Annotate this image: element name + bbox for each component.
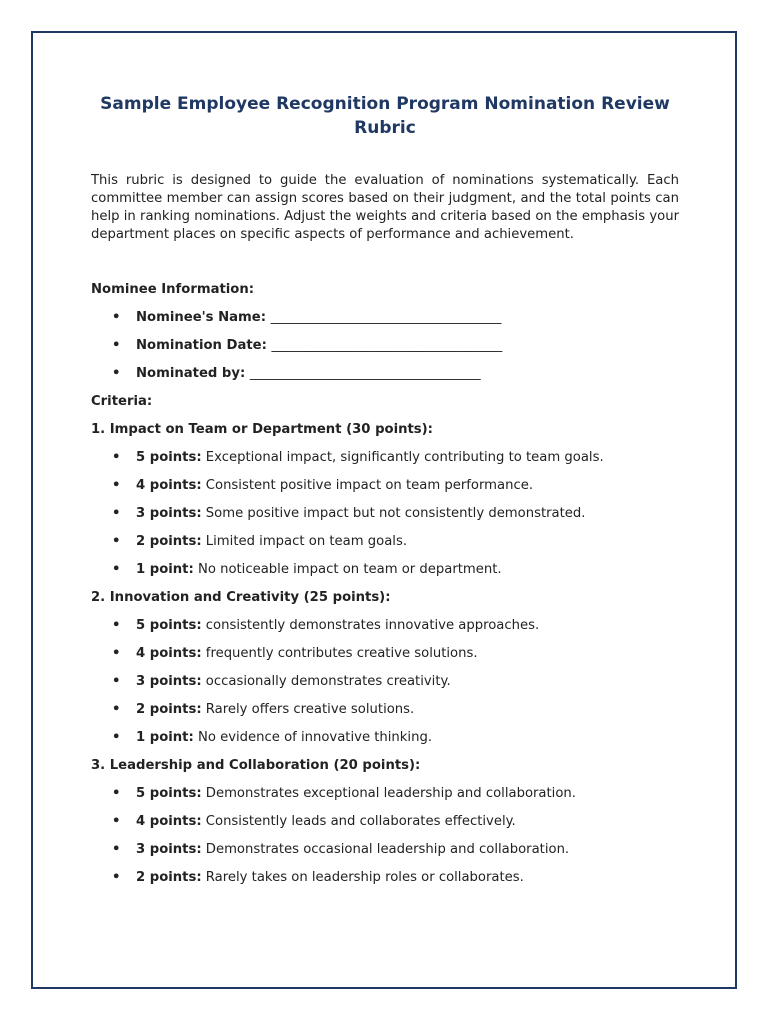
field-label: Nominee's Name: bbox=[136, 310, 271, 325]
bullet-glyph: • bbox=[112, 310, 121, 325]
bullet-glyph: • bbox=[112, 338, 121, 353]
bullet-glyph: • bbox=[112, 730, 121, 745]
level-description: Demonstrates exceptional leadership and collaboration. bbox=[201, 786, 576, 801]
fill-in-line: ___________________________________ bbox=[271, 338, 503, 353]
bullet-glyph: • bbox=[112, 814, 121, 829]
list-item bbox=[91, 505, 679, 533]
bullet-glyph: • bbox=[112, 618, 121, 633]
list-item bbox=[91, 729, 679, 757]
level-description: No evidence of innovative thinking. bbox=[193, 730, 433, 745]
criterion-heading-impact: 1. Impact on Team or Department (30 points): bbox=[91, 422, 433, 437]
points-label: 5 points: bbox=[136, 618, 202, 633]
list-item bbox=[91, 477, 679, 505]
level-description: Consistently leads and collaborates effectively. bbox=[201, 814, 516, 829]
points-label: 5 points: bbox=[136, 450, 202, 465]
field-label: Nomination Date: bbox=[136, 338, 272, 353]
list-item bbox=[91, 561, 679, 589]
bullet-glyph: • bbox=[112, 450, 121, 465]
document-title: Sample Employee Recognition Program Nomination Review Rubric bbox=[100, 94, 670, 138]
bullet-glyph: • bbox=[112, 870, 121, 885]
level-description: Demonstrates occasional leadership and collaboration. bbox=[201, 842, 570, 857]
bullet-glyph: • bbox=[112, 506, 121, 521]
fill-in-line: ___________________________________ bbox=[249, 366, 481, 381]
nominee-name-field bbox=[91, 309, 679, 337]
level-description: consistently demonstrates innovative approaches. bbox=[201, 618, 540, 633]
bullet-glyph: • bbox=[112, 534, 121, 549]
list-item bbox=[91, 813, 679, 841]
list-item bbox=[91, 673, 679, 701]
criterion-levels-innovation bbox=[91, 617, 679, 757]
level-description: Exceptional impact, significantly contributing to team goals. bbox=[201, 450, 604, 465]
list-item bbox=[91, 449, 679, 477]
list-item bbox=[91, 785, 679, 813]
points-label: 3 points: bbox=[136, 842, 202, 857]
points-label: 4 points: bbox=[136, 646, 202, 661]
level-description: Rarely takes on leadership roles or collaborates. bbox=[201, 870, 524, 885]
nomination-date-field bbox=[91, 337, 679, 365]
list-item bbox=[91, 533, 679, 561]
list-item bbox=[91, 617, 679, 645]
points-label: 3 points: bbox=[136, 506, 202, 521]
points-label: 5 points: bbox=[136, 786, 202, 801]
level-description: frequently contributes creative solutions. bbox=[201, 646, 478, 661]
fill-in-line: ___________________________________ bbox=[270, 310, 502, 325]
field-label: Nominated by: bbox=[136, 366, 250, 381]
level-description: occasionally demonstrates creativity. bbox=[201, 674, 451, 689]
criterion-levels-impact bbox=[91, 449, 679, 589]
points-label: 4 points: bbox=[136, 478, 202, 493]
points-label: 2 points: bbox=[136, 702, 202, 717]
criterion-heading-innovation: 2. Innovation and Creativity (25 points): bbox=[91, 590, 391, 605]
intro-paragraph: This rubric is designed to guide the evaluation of nominations systematically. Each committee member can assign scores based on their judgment, and the total points can help in ranking nominations. Adjust the weights and criteria based on the emphasis your department places on specific aspects of performance and achievement. bbox=[91, 173, 679, 242]
list-item bbox=[91, 701, 679, 729]
level-description: Some positive impact but not consistently demonstrated. bbox=[201, 506, 586, 521]
level-description: No noticeable impact on team or department. bbox=[193, 562, 502, 577]
criterion-heading-leadership: 3. Leadership and Collaboration (20 points): bbox=[91, 758, 421, 773]
points-label: 1 point: bbox=[136, 730, 194, 745]
level-description: Rarely offers creative solutions. bbox=[201, 702, 415, 717]
points-label: 3 points: bbox=[136, 674, 202, 689]
nominee-info-heading: Nominee Information: bbox=[91, 282, 255, 297]
level-description: Limited impact on team goals. bbox=[201, 534, 408, 549]
bullet-glyph: • bbox=[112, 478, 121, 493]
points-label: 4 points: bbox=[136, 814, 202, 829]
list-item bbox=[91, 645, 679, 673]
bullet-glyph: • bbox=[112, 786, 121, 801]
criteria-heading: Criteria: bbox=[91, 394, 153, 409]
level-description: Consistent positive impact on team performance. bbox=[201, 478, 534, 493]
bullet-glyph: • bbox=[112, 702, 121, 717]
criterion-levels-leadership bbox=[91, 785, 679, 897]
nominated-by-field bbox=[91, 365, 679, 393]
nominee-info-list bbox=[91, 309, 679, 393]
bullet-glyph: • bbox=[112, 674, 121, 689]
bullet-glyph: • bbox=[112, 646, 121, 661]
list-item bbox=[91, 869, 679, 897]
bullet-glyph: • bbox=[112, 366, 121, 381]
points-label: 2 points: bbox=[136, 870, 202, 885]
list-item bbox=[91, 841, 679, 869]
document-body bbox=[91, 92, 679, 897]
bullet-glyph: • bbox=[112, 562, 121, 577]
points-label: 2 points: bbox=[136, 534, 202, 549]
bullet-glyph: • bbox=[112, 842, 121, 857]
points-label: 1 point: bbox=[136, 562, 194, 577]
